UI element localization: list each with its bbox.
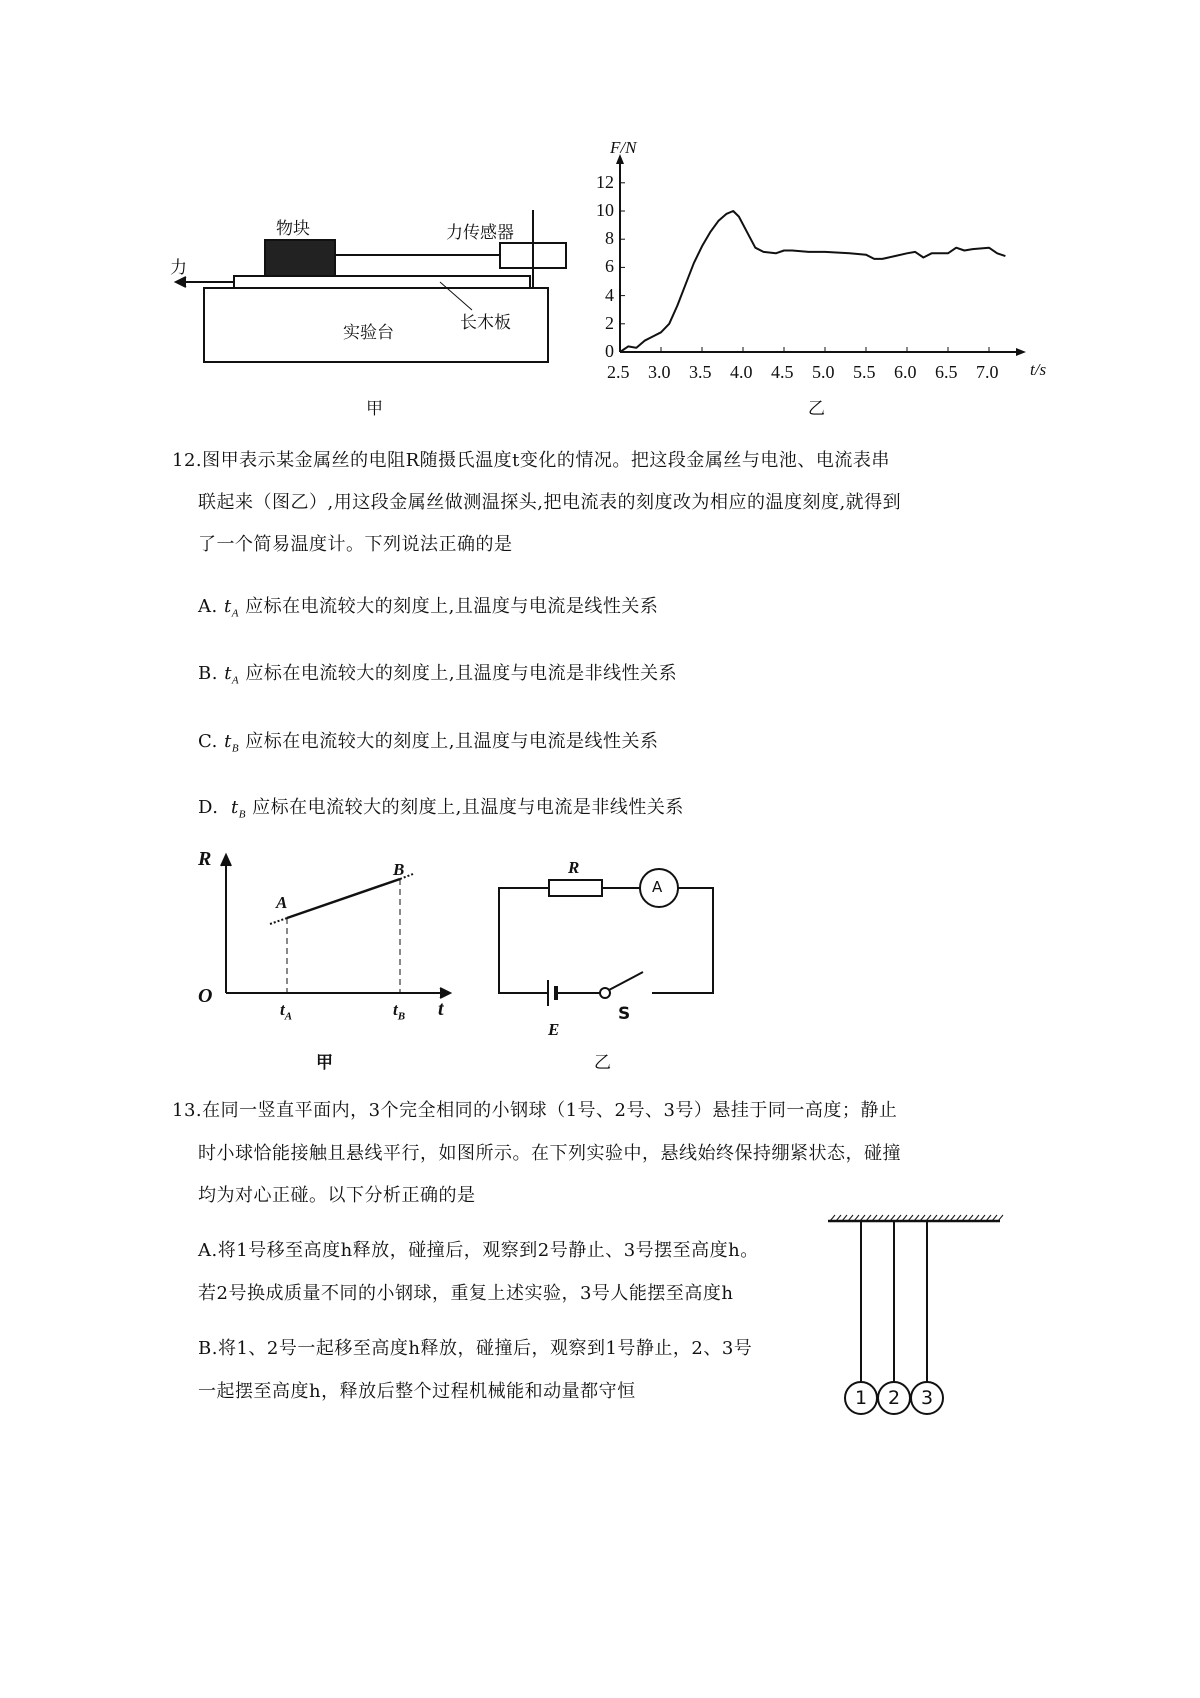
block-label: 物块 — [276, 219, 310, 239]
ball-2-label: 2 — [888, 1387, 901, 1409]
option-text: 应标在电流较大的刻度上,且温度与电流是线性关系 — [245, 596, 659, 617]
x-tick-label: 4.5 — [771, 362, 794, 382]
x-tick-label: 6.0 — [894, 362, 917, 382]
y-tick-label: 6 — [605, 256, 614, 277]
tb-var: t — [393, 1000, 398, 1019]
y-tick-label: 10 — [596, 200, 614, 220]
resistance-temperature-graph — [221, 855, 450, 998]
caption-yi-q12: 乙 — [594, 1053, 611, 1073]
option-letter: D. — [198, 797, 219, 818]
q12-option-b[interactable] — [198, 659, 677, 687]
resistor-shape — [549, 880, 602, 896]
r-axis-label: R — [198, 848, 212, 870]
resistor-label: R — [568, 858, 580, 877]
x-tick-label: 5.0 — [812, 362, 835, 382]
ball-1-label: 1 — [855, 1387, 868, 1409]
q13-option-b-line-1[interactable]: B.将1、2号一起移至高度h释放，碰撞后，观察到1号静止，2、3号 — [198, 1338, 753, 1359]
ta-label — [280, 1000, 292, 1022]
resistance-line — [287, 879, 400, 918]
option-var: t — [224, 731, 232, 752]
option-text: 应标在电流较大的刻度上,且温度与电流是非线性关系 — [252, 797, 684, 818]
pendulum-diagram — [828, 1215, 1003, 1414]
option-var: t — [223, 596, 232, 617]
ta-sub: A — [284, 1010, 293, 1023]
sensor-label: 力传感器 — [446, 223, 514, 243]
x-tick-label: 5.5 — [853, 362, 876, 382]
circuit-diagram — [499, 869, 713, 1006]
caption-yi-top: 乙 — [808, 399, 825, 419]
option-sub: B — [231, 742, 240, 755]
origin-label: O — [198, 985, 213, 1007]
x-tick-label: 6.5 — [935, 362, 958, 382]
q12-line-1: 12.图甲表示某金属丝的电阻R随摄氏温度t变化的情况。把这段金属丝与电池、电流表串 — [172, 450, 890, 471]
q13-option-a-line-2: 若2号换成质量不同的小钢球，重复上述实验，3号人能摆至高度h — [198, 1283, 734, 1304]
y-tick-label: 12 — [596, 171, 614, 192]
x-tick-label: 3.5 — [689, 362, 712, 382]
force-time-chart — [616, 154, 1026, 356]
q12-option-a[interactable] — [198, 592, 658, 620]
x-axis-label: t/s — [1030, 360, 1047, 379]
block-shape — [265, 240, 335, 276]
q12-option-c[interactable] — [198, 727, 659, 755]
q13-line-1: 13.在同一竖直平面内，3个完全相同的小钢球（1号、2号、3号）悬挂于同一高度；静止 — [172, 1100, 898, 1121]
force-curve — [620, 211, 1005, 352]
tb-label — [393, 1000, 405, 1022]
point-b-label: B — [393, 860, 405, 879]
point-a-label: A — [276, 893, 288, 912]
x-tick-label: 2.5 — [607, 362, 630, 382]
t-axis-label: t — [438, 998, 444, 1020]
option-sub: A — [231, 607, 239, 620]
x-axis-arrow — [1016, 348, 1026, 356]
long-board-shape — [234, 276, 530, 288]
ball-3-label: 3 — [921, 1387, 934, 1409]
x-tick-label: 4.0 — [730, 362, 753, 382]
tb-sub: B — [397, 1010, 406, 1023]
ta-var: t — [280, 1000, 285, 1019]
switch-pivot — [600, 988, 610, 998]
y-axis-label: F/N — [610, 138, 637, 157]
option-text: 应标在电流较大的刻度上,且温度与电流是线性关系 — [245, 731, 659, 752]
q13-line-2: 时小球恰能接触且悬线平行，如图所示。在下列实验中，悬线始终保持绷紧状态，碰撞 — [198, 1143, 901, 1164]
caption-jia-top: 甲 — [366, 399, 383, 419]
q12-line-2: 联起来（图乙）,用这段金属丝做测温探头,把电流表的刻度改为相应的温度刻度,就得到 — [198, 492, 902, 513]
q12-line-3: 了一个简易温度计。下列说法正确的是 — [198, 534, 513, 555]
caption-jia-q12: 甲 — [316, 1053, 333, 1073]
table-label: 实验台 — [343, 323, 394, 343]
option-var: t — [224, 663, 232, 684]
force-label: 力 — [170, 258, 187, 278]
q13-option-a-line-1[interactable]: A.将1号移至高度h释放，碰撞后，观察到2号静止、3号摆至高度h。 — [198, 1240, 759, 1261]
y-tick-label: 8 — [605, 228, 614, 249]
option-letter: C. — [198, 731, 218, 752]
q13-line-3: 均为对心正碰。以下分析正确的是 — [198, 1185, 476, 1206]
board-label: 长木板 — [460, 313, 511, 333]
option-letter: A. — [198, 596, 218, 617]
y-tick-label: 0 — [605, 341, 614, 361]
y-tick-label: 4 — [605, 284, 614, 305]
ammeter-label: A — [652, 878, 663, 896]
ceiling-hatch — [998, 1215, 1003, 1221]
q13-option-b-line-2: 一起摆至高度h，释放后整个过程机械能和动量都守恒 — [198, 1381, 636, 1402]
option-sub: B — [238, 808, 246, 821]
y-tick-label: 2 — [605, 312, 614, 333]
battery-label: E — [548, 1020, 560, 1039]
option-letter: B. — [198, 663, 218, 684]
x-tick-label: 7.0 — [976, 362, 999, 382]
x-tick-label: 3.0 — [648, 362, 671, 382]
q12-option-d[interactable] — [198, 793, 684, 821]
option-var: t — [230, 797, 239, 818]
option-text: 应标在电流较大的刻度上,且温度与电流是非线性关系 — [245, 663, 678, 684]
switch-lever — [609, 972, 643, 990]
option-sub: A — [231, 674, 240, 687]
switch-label: S — [618, 1004, 631, 1024]
